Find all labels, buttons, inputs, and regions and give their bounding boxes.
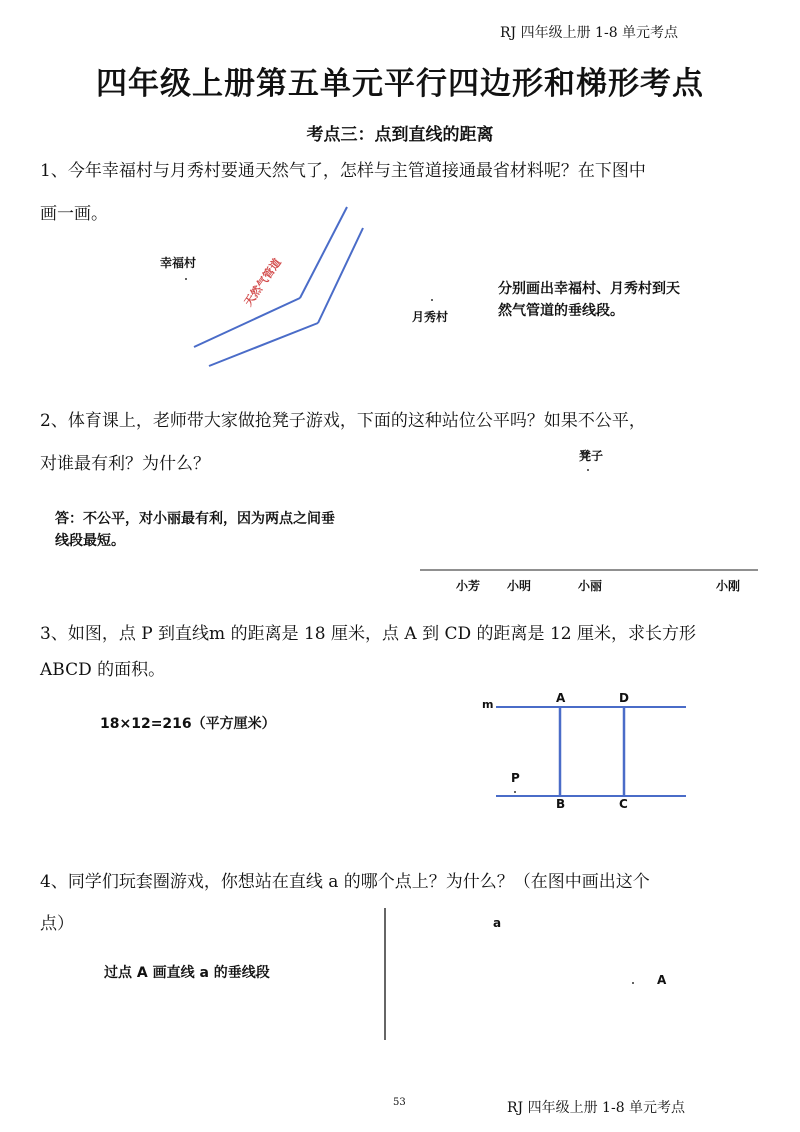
person-xiaoli: 小丽 [578,579,603,593]
running-footer: RJ 四年级上册 1-8 单元考点 [507,1100,686,1116]
q3-text-line1: 3、如图，点 P 到直线m 的距离是 18 厘米，点 A 到 CD 的距离是 12 厘米，求长方形 [40,624,696,644]
q2-answer-line2: 线段最短。 [55,533,125,549]
q1-text-line2: 画一画。 [40,204,108,224]
running-header: RJ 四年级上册 1-8 单元考点 [500,25,679,41]
q3-text-line2: ABCD 的面积。 [40,660,166,680]
q4-answer: 过点 A 画直线 a 的垂线段 [104,965,270,981]
pipe-label: 天然气管道 [241,256,284,309]
point-C-label: C [619,797,628,811]
line-a-label: a [493,916,502,930]
point-A-label: A [556,691,566,705]
stool-label: 凳子 [579,449,604,463]
point-P-label: P [511,771,520,785]
q3-answer: 18×12=216（平方厘米） [100,716,276,732]
person-xiaofang: 小芳 [456,579,481,593]
q2-text-line2: 对谁最有利？为什么？ [40,454,210,474]
q2-text-line1: 2、体育课上，老师带大家做抢凳子游戏，下面的这种站位公平吗？如果不公平， [40,411,646,431]
point-B-label: B [556,797,566,811]
q1-text-line1: 1、今年幸福村与月秀村要通天然气了，怎样与主管道接通最省材料呢？在下图中 [40,161,646,181]
q1-answer-line2: 然气管道的垂线段。 [498,303,624,319]
q4-text-line2: 点） [40,914,74,934]
line-m-label: m [482,698,494,711]
point-D-label: D [619,691,629,705]
q2-answer-line1: 答：不公平，对小丽最有利，因为两点之间垂 [55,511,335,527]
person-xiaoming: 小明 [507,579,532,593]
point-A4-label: A [657,973,667,987]
page-number: 53 [393,1097,406,1108]
q4-text-line1: 4、同学们玩套圈游戏，你想站在直线 a 的哪个点上？为什么？（在图中画出这个 [40,872,650,892]
village-yuexiu-label: 月秀村 [412,310,449,324]
person-xiaogang: 小刚 [716,579,741,593]
q1-answer-line1: 分别画出幸福村、月秀村到天 [498,281,680,297]
page-title: 四年级上册第五单元平行四边形和梯形考点 [96,66,704,102]
section-title: 考点三：点到直线的距离 [306,125,494,145]
village-xingfu-label: 幸福村 [160,256,197,270]
